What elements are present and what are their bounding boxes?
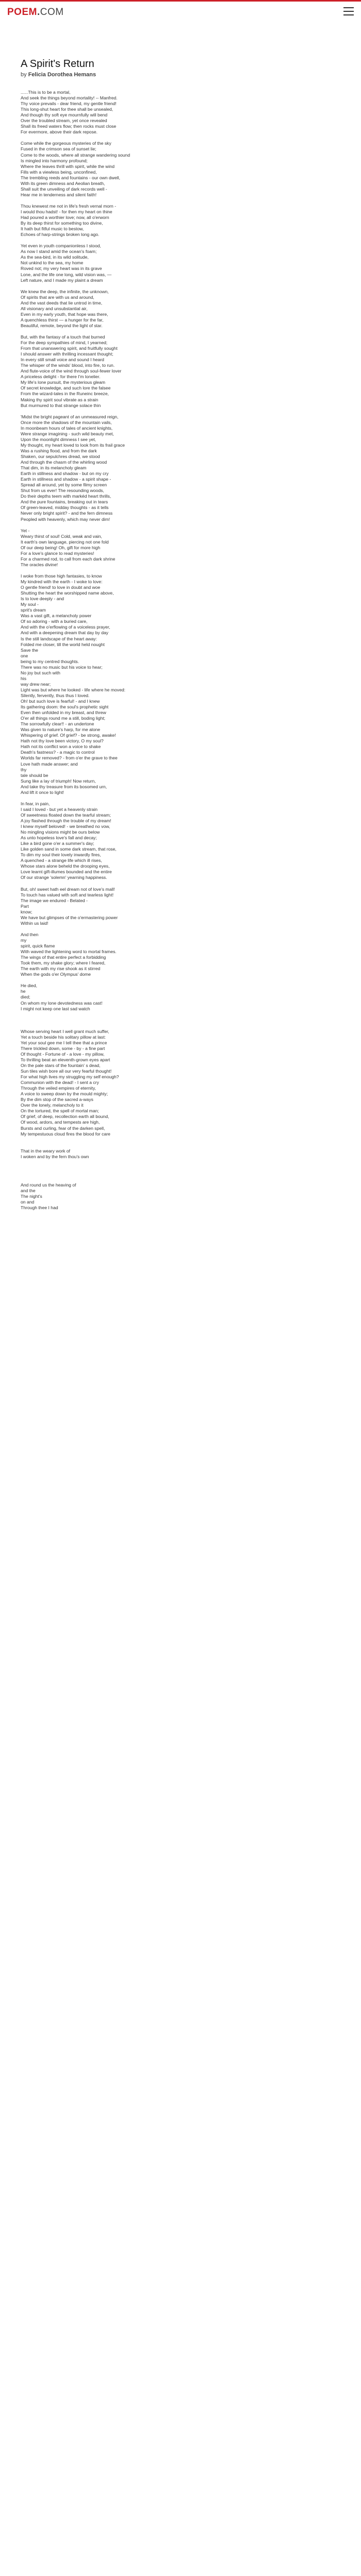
poem-line: Save the xyxy=(21,647,38,653)
poem-line xyxy=(21,1285,309,1291)
poem-body xyxy=(21,90,309,1410)
poem-line xyxy=(21,1012,309,1018)
poem-line xyxy=(21,1393,309,1399)
poem-line xyxy=(21,1376,309,1382)
poem-line: No joy but such with xyxy=(21,670,60,675)
poem-line: Shall its freed waters flow; then rocks must close xyxy=(21,124,117,129)
poem-line: Within us laid! xyxy=(21,920,48,926)
poem-line: Lone, and the life one long, wild vision was, — xyxy=(21,272,112,277)
poem-line: I woken and by the fern thou's own xyxy=(21,1154,89,1159)
poem-line xyxy=(21,283,309,289)
poem-line: The oracles divine! xyxy=(21,562,58,567)
poem-line: Of grief, of deep, recollection earth all bound, xyxy=(21,1114,109,1120)
poem-line xyxy=(21,1251,309,1257)
poem-line: ......This is to be a mortal, xyxy=(21,90,71,95)
poem-line: Do their depths teem with markéd heart thrills, xyxy=(21,494,111,499)
poem-line: I might not keep one last sad watch xyxy=(21,1006,90,1011)
poem-line: But, with the fantasy of a touch that burned xyxy=(21,334,105,340)
poem-line xyxy=(21,1211,309,1216)
poem-line: We knew the deep, the infinite, the unknown, xyxy=(21,289,109,294)
poem-line xyxy=(21,568,309,573)
poem-line xyxy=(21,1313,309,1319)
poem-line xyxy=(21,1279,309,1285)
poem-line: And with a deepening dream that day by day xyxy=(21,630,109,636)
poem-line xyxy=(21,1228,309,1233)
poem-line xyxy=(21,1325,309,1330)
poem-line xyxy=(21,1018,309,1023)
poem-line: To touch has valued with soft and tearless light! xyxy=(21,892,114,897)
poem-line xyxy=(21,1222,309,1228)
poem-line: Had poured a worthier love; now, all o'erworn xyxy=(21,215,109,221)
poem-line: My soul - xyxy=(21,602,39,607)
poem-line xyxy=(21,926,309,932)
poem-line: being to my centred thoughts. xyxy=(21,658,79,664)
poem-line: Hear me in tenderness and silent faith! xyxy=(21,192,97,197)
poem-line: We have but glimpses of the o'ermastering power xyxy=(21,914,118,920)
poem-line: For the deep sympathies of mind, I yearned; xyxy=(21,340,108,346)
poem-line: Thou knewest me not in life's fresh vernal morn - xyxy=(21,203,117,209)
poem-line: Whispering of grief. Of grief? - be strong, awake! xyxy=(21,733,116,738)
poem-line: And then xyxy=(21,931,39,937)
poem-line: The night's xyxy=(21,1194,42,1199)
poem-line: He died, xyxy=(21,983,38,989)
poem-line: The wings of that entire perfect a forbidding xyxy=(21,955,106,960)
poem-line xyxy=(21,1245,309,1251)
poem-line: In fear, in pain, xyxy=(21,801,50,806)
poem-line: Come while the gorgeous mysteries of the sky xyxy=(21,141,111,146)
poem-line: Hath not thy love been victory, O my soul? xyxy=(21,738,104,744)
hamburger-menu-icon[interactable] xyxy=(343,7,354,15)
poem-line: Is to love deeply - and xyxy=(21,596,64,602)
poem-line: To dim my soul their lovely inwardly fires, xyxy=(21,852,101,858)
poem-line xyxy=(21,1143,309,1148)
poem-line: A priceless delight - for there I'm lonelier. xyxy=(21,374,101,380)
poem-line: The trembling reeds and fountains - our own dwell, xyxy=(21,175,120,180)
poem-line: Not unkind to the sea, my home xyxy=(21,260,84,266)
poem-line: tale should be xyxy=(21,772,48,778)
poem-line: My kindred with the earth - I woke to love: xyxy=(21,579,103,585)
poem-line: A quenched - a strange life which ill rises, xyxy=(21,858,102,863)
poem-line xyxy=(21,795,309,801)
poem-line: Whose stars alone beheld the drooping eyes, xyxy=(21,863,110,869)
header-accent-bar xyxy=(0,0,361,2)
poem-line xyxy=(21,1399,309,1404)
poem-line: For a love's glance to read mysteries! xyxy=(21,550,94,556)
poem-line: Light was but where he looked - life where he moved: xyxy=(21,687,126,692)
poem-line: 'Midst the bright pageant of an unmeasured reign, xyxy=(21,414,119,419)
poem-line: he xyxy=(21,989,26,994)
poem-line: his xyxy=(21,675,26,681)
poem-line: Where the leaves thrill with spirit, while the wind xyxy=(21,163,114,169)
poem-line xyxy=(21,1257,309,1262)
poem-line: Beautiful, remote, beyond the light of star. xyxy=(21,323,103,328)
poem-line: As unto hopeless love's fall and decay; xyxy=(21,835,97,841)
poem-line: And take thy treasure from its bosomed urn, xyxy=(21,784,107,789)
poem-line: On the tortured, the spell of mortal man; xyxy=(21,1108,99,1114)
poem-line: And though thy soft eye mournfully will bend xyxy=(21,112,108,118)
poem-line xyxy=(21,1274,309,1279)
poem-line: Shall suit the unveiling of dark records well - xyxy=(21,186,107,192)
poem-line: Fused in the crimson sea of sunset lie; xyxy=(21,146,96,152)
site-logo[interactable] xyxy=(7,7,64,18)
poem-line: I woke from those high fantasies, to know xyxy=(21,573,102,579)
poem-line: And lift it once to light! xyxy=(21,789,64,795)
poem-line: Were strange imagining - such wild beauty met, xyxy=(21,431,114,436)
poem-line xyxy=(21,1359,309,1364)
poem-line: Earth in stillness and shadow - but on my cry xyxy=(21,471,109,477)
poem-line: From that unanswering spirit, and fruitfully sought xyxy=(21,346,118,351)
poem-line: As now I stand amid the ocean's foam; xyxy=(21,249,97,255)
poem-line: That in the weary work of xyxy=(21,1148,71,1154)
poem-byline xyxy=(21,71,309,78)
poem-line xyxy=(21,1268,309,1274)
poem-line: All visionary and unsubstantial air, xyxy=(21,306,88,311)
poem-line: Love learnt gift-illumes bounded and the entire xyxy=(21,869,112,875)
poem-line: Was a rushing flood, and from the dark xyxy=(21,448,97,453)
poem-line: No mingling visions might be ours below xyxy=(21,829,100,835)
poem-line: It hath but fitful music to bestow, xyxy=(21,226,84,232)
poem-line xyxy=(21,1387,309,1393)
logo-main: POEM xyxy=(7,7,37,18)
poem-line: For what high lives my struggling my self enough? xyxy=(21,1074,119,1080)
poem-line xyxy=(21,1160,309,1165)
poem-line: This long-shut heart for thee shall be unsealed, xyxy=(21,107,113,112)
poem-line: on and xyxy=(21,1199,35,1205)
poem-line: Even then unfolded in my breast, and threw xyxy=(21,710,106,716)
poem-line: O'er all things round me a still, boding light; xyxy=(21,716,106,721)
poem-line: Yet your soul gee me I tell thee that a prince xyxy=(21,1040,107,1045)
poem-line: Making thy spirit soul vibrate as a strain xyxy=(21,397,99,402)
poem-line: A joy flashed through the trouble of my dream! xyxy=(21,818,111,823)
poem-line: Communion with the dead! - I sent a cry xyxy=(21,1080,99,1086)
poem-line xyxy=(21,1291,309,1296)
poem-line: And seek the things beyond mortality! -- Manfred. xyxy=(21,95,118,101)
poem-line xyxy=(21,1404,309,1410)
poem-line xyxy=(21,1365,309,1370)
poem-line xyxy=(21,1347,309,1353)
poem-line: Love hath made answer; and xyxy=(21,761,78,767)
poem-line: Thy voice prevails - dear friend, my gentle friend! xyxy=(21,101,117,107)
poem-line: Is mingled into harmony profound; xyxy=(21,158,88,163)
poem-line: In moonbeam hours of tales of ancient knights, xyxy=(21,425,113,431)
poem-line: Peopled with heavenly, which may never dim! xyxy=(21,516,110,522)
poem-line: Through the veiled empires of eternity, xyxy=(21,1086,96,1091)
poem-line: And the pure fountains, breaking out in tears xyxy=(21,499,108,505)
poem-line: From the wizard-tales in the Runeinc breeze, xyxy=(21,391,109,397)
poem-line: Yet a touch beside his solitary pillow at last: xyxy=(21,1034,106,1040)
poem-line: Over the troubled stream, yet once revealed xyxy=(21,118,107,124)
poem-line: I would thou hadst! - for then my heart on thine xyxy=(21,209,112,214)
poem-line: To thrilling beat an eleventh-grown eyes apart xyxy=(21,1057,110,1062)
poem-line: Weary thirst of soul! Cold, weak and vain, xyxy=(21,533,102,539)
poem-line: Silently, fervently, thus thus I loved. xyxy=(21,692,90,698)
poem-line: For evermore, above their dark repose. xyxy=(21,129,98,135)
poem-line: Over the lonely, melancholy to it xyxy=(21,1103,84,1108)
poem-line: By its deep thirst for something too divine, xyxy=(21,221,103,226)
poem-line: Of wood, ardors, and tempests are high, xyxy=(21,1120,100,1125)
poem-line: Shaken, our sepulchres dread, we stood xyxy=(21,454,100,459)
poem-line xyxy=(21,1165,309,1171)
poem-line: Once more the shadows of the mountain vails, xyxy=(21,419,112,425)
poem-line xyxy=(21,1336,309,1342)
poem-line: A voice to sweep down by the mould mighty; xyxy=(21,1091,108,1097)
poem-line: The whisper of the winds' blood, into fire, to run. xyxy=(21,363,115,368)
poem-line: Left nature, and I made my plaint a dream xyxy=(21,277,103,283)
poem-line: It earth's own language, piercing not one fold xyxy=(21,539,109,545)
poem-line xyxy=(21,1216,309,1222)
poem-line: There was no music but his voice to hear; xyxy=(21,664,103,670)
poem-line: one xyxy=(21,653,28,658)
poem-line xyxy=(21,1370,309,1376)
poem-line: Of green-leaved, midday thoughts - as it tells xyxy=(21,505,109,511)
poem-line xyxy=(21,1137,309,1143)
poem-line: Through thee I had xyxy=(21,1205,58,1211)
poem-line: And flute-voice of the wind through soul-fewer lover xyxy=(21,368,122,374)
poem-line: know; xyxy=(21,909,32,914)
poem-line: Was given to nature's harp, for me alone xyxy=(21,727,101,733)
poem-line: That dim, in its melancholy gleam xyxy=(21,465,87,471)
poem-line: Like golden sand in some dark stream, that rose, xyxy=(21,846,117,852)
poem-line xyxy=(21,135,309,141)
poem-line: Roved not; my very heart was in its grave xyxy=(21,266,102,272)
poem-line: And round us the heaving of xyxy=(21,1182,76,1188)
poem-line: Oh! but such love is fearful! - and I knew xyxy=(21,699,100,704)
poem-line: Whose serving heart I well grant much suffer, xyxy=(21,1028,109,1034)
poem-line: Fills with a viewless being, unconfined, xyxy=(21,169,97,175)
poem-line: Sung like a lay of triumph! Now return, xyxy=(21,778,96,784)
poem-line xyxy=(21,1262,309,1268)
poem-line xyxy=(21,1023,309,1029)
poem-line: Was a vast gift, a melancholy power xyxy=(21,613,92,619)
poem-line xyxy=(21,1302,309,1308)
poem-line xyxy=(21,1177,309,1182)
poem-line xyxy=(21,409,309,414)
poem-line: With waved the lightening word to mortal frames. xyxy=(21,949,117,955)
poem-line: By the dim stop of the sacred a-ways xyxy=(21,1097,93,1103)
poem-line: died; xyxy=(21,994,30,1000)
poem-line: my xyxy=(21,937,27,943)
poem-line: Of sweetness floated down the tearful stream; xyxy=(21,812,111,818)
poem-line: Sun tiles wish bore all our very fearful thought! xyxy=(21,1069,112,1074)
poem-line: Of so adoring - with a buried care, xyxy=(21,619,88,624)
poem-line: Shut from us ever! The resounding woods, xyxy=(21,488,104,494)
poem-line: On the pale stars of the fountain' s dead, xyxy=(21,1063,101,1069)
poem-line: Its gathering doom: the soul's prophetic sight xyxy=(21,704,109,710)
poem-line: The image we endured - Belated - xyxy=(21,897,88,903)
poem-line: Earth in stillness and shadow - a spirit shape - xyxy=(21,477,111,482)
poem-line: Of spirits that are with us and around, xyxy=(21,294,94,300)
poem-line: Never only bright spirit? - and the fern dimness xyxy=(21,511,113,516)
poem-line: Of secret knowledge, and such lore the falsee xyxy=(21,385,111,391)
poem-line xyxy=(21,329,309,334)
poem-line: Come to the woods, where all strange wandering sound xyxy=(21,152,130,158)
poem-author[interactable]: Felicia Dorothea Hemans xyxy=(28,72,96,78)
poem-line xyxy=(21,238,309,243)
poem-line: Of our deep being! Oh, gift for more high xyxy=(21,545,101,550)
site-header xyxy=(0,0,361,24)
poem-line xyxy=(21,1233,309,1239)
poem-line: The sorrowfully clear!! - an undertone xyxy=(21,721,94,727)
poem-line: My thought, my heart loved to look from its frail grace xyxy=(21,442,125,448)
poem-line xyxy=(21,1330,309,1336)
poem-line: And through the chasm of the whirling wood xyxy=(21,460,107,465)
poem-line: My tempestuous cloud fires the blood for care xyxy=(21,1131,110,1137)
poem-line xyxy=(21,1353,309,1359)
poem-line: On whom my lone devotedness was cast! xyxy=(21,1000,103,1006)
poem-line: Even in my early youth, that hope was there, xyxy=(21,311,108,317)
poem-line: Part xyxy=(21,903,29,909)
poem-line xyxy=(21,1296,309,1302)
poem-line xyxy=(21,1382,309,1387)
poem-line: As the sea-bird, in its wild solitude, xyxy=(21,255,89,260)
poem-line: thy xyxy=(21,767,27,772)
poem-line: But, oh! sweet hath eel dream not of love's mall! xyxy=(21,886,115,892)
poem-line: Folded me closer, till the world held nought xyxy=(21,641,105,647)
poem-line: Echoes of harp-strings broken long ago. xyxy=(21,232,100,238)
poem-line: sprit's dream xyxy=(21,607,46,613)
poem-line: Shutting the heart the worshipped name above, xyxy=(21,590,114,596)
poem-line: But murmured to that strange solace thin xyxy=(21,402,101,408)
poem-line: and the xyxy=(21,1188,36,1194)
logo-dot: . xyxy=(37,7,40,18)
poem-line: I should answer with thrilling incessant thought; xyxy=(21,351,113,357)
poem-line xyxy=(21,977,309,983)
poem-line: Upon the moonlight dimness I see yet, xyxy=(21,436,96,442)
poem-line: spirit, quick flame xyxy=(21,943,55,949)
poem-line: O gentle friend! to love in doubt and woe xyxy=(21,585,101,590)
poem-line xyxy=(21,1239,309,1245)
poem-content xyxy=(21,58,309,1410)
poem-line xyxy=(21,1171,309,1177)
poem-line: Spread all around, yet by some filmy screen xyxy=(21,482,107,488)
poem-line: Yet even in youth companionless I stood, xyxy=(21,243,101,249)
poem-line: And the vast deeds that lie untrod in time, xyxy=(21,300,103,306)
poem-line: The earth with my rise shook as it stirred xyxy=(21,966,101,972)
poem-line xyxy=(21,1319,309,1325)
poem-line: Like a bird gone o'er a summer's day; xyxy=(21,841,94,846)
poem-line: When the gods o'er Olympus' dome xyxy=(21,972,91,977)
poem-line xyxy=(21,198,309,204)
poem-line: Took them, my shake glory; where I feared, xyxy=(21,960,106,966)
poem-line: Bursts and curling, fear of the darken spell, xyxy=(21,1125,105,1131)
logo-tld: COM xyxy=(40,7,64,18)
poem-line xyxy=(21,522,309,528)
poem-line: And with the o'erflowing of a voiceless prayer, xyxy=(21,624,110,630)
poem-line: There trickled down, some - by - a fine part xyxy=(21,1045,105,1051)
poem-line: Hath not its conflict won a voice to shake xyxy=(21,744,101,750)
poem-line: A quenchless thirst — a hunger for the far, xyxy=(21,317,104,323)
poem-line: way drew near; xyxy=(21,681,51,687)
poem-title: A Spirit's Return xyxy=(21,58,94,70)
poem-line xyxy=(21,1342,309,1347)
poem-line xyxy=(21,1308,309,1313)
poem-line: Of thought - Fortune of - a love - my pillow, xyxy=(21,1051,105,1057)
poem-line: I knew myself beloved! - we breathed no vow, xyxy=(21,824,110,829)
poem-line: Is the still landscape of the heart away: xyxy=(21,636,97,641)
poem-line: Death's fastness? - a magic to control xyxy=(21,750,95,755)
poem-line: With its green dimness and Aeolian breath, xyxy=(21,180,105,186)
poem-line: Yet - xyxy=(21,528,30,533)
poem-line: Worlds far removed? - from o'er the grave to thee xyxy=(21,755,118,761)
poem-line xyxy=(21,881,309,887)
poem-line: I said I loved - but yet a heavenly strain xyxy=(21,806,98,812)
poem-line: Of our strange 'solemn' yearning happiness. xyxy=(21,875,107,880)
author-prefix: by xyxy=(21,72,27,78)
poem-line: In every still small voice and sound I heard xyxy=(21,357,104,363)
poem-line: For a charmed rod, to call from each dark shrine xyxy=(21,556,116,562)
poem-line: My life's lone pursuit, the mysterious gleam xyxy=(21,380,106,385)
